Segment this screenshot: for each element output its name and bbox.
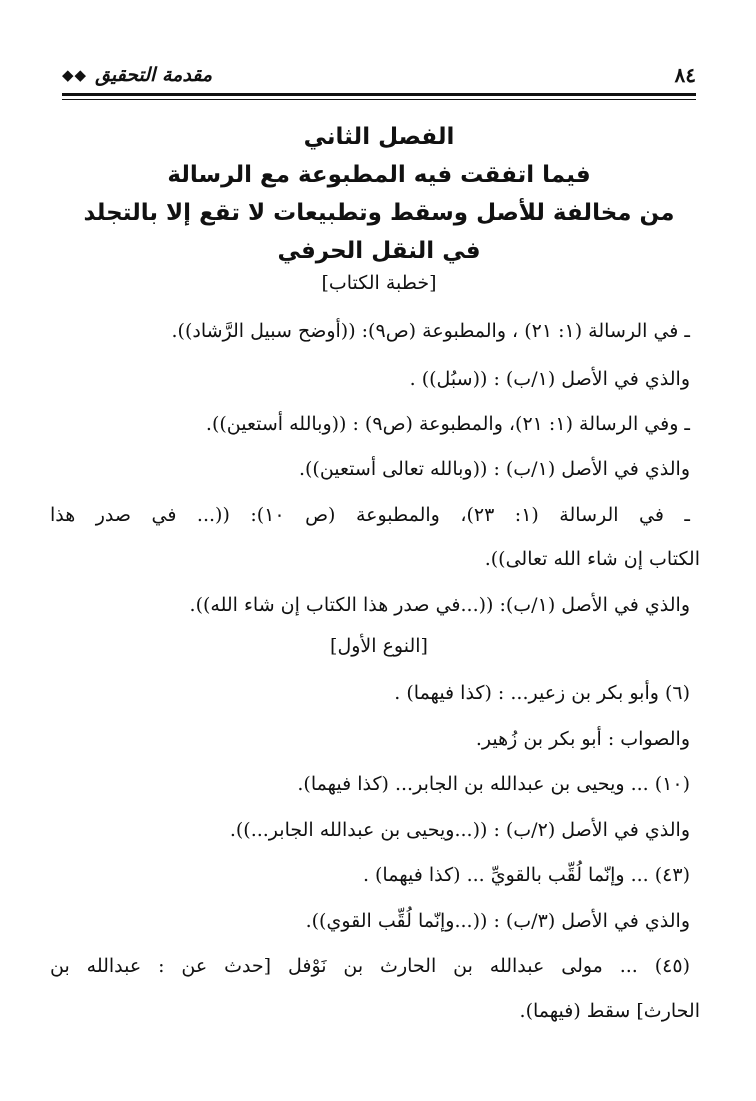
chapter-subtitle-3: في النقل الحرفي bbox=[277, 238, 481, 264]
section-heading-khutba: [خطبة الكتاب] bbox=[321, 272, 437, 294]
chapter-subtitle-2: من مخالفة للأصل وسقط وتطبيعات لا تقع إلا بالتجلد bbox=[83, 200, 675, 226]
text-line: والذي في الأصل (٣/ب) : ((...وإنّما لُقِّب القوي)). bbox=[305, 910, 690, 932]
text-line: والذي في الأصل (١/ب) : ((سبُل)) . bbox=[409, 368, 690, 390]
running-title-text: مقدمة التحقيق bbox=[95, 64, 213, 86]
chapter-heading bbox=[62, 118, 696, 270]
text-line: والذي في الأصل (١/ب) : ((وبالله تعالى أستعين)). bbox=[298, 458, 690, 480]
text-line: والذي في الأصل (١/ب): ((...في صدر هذا الكتاب إن شاء الله)). bbox=[189, 594, 690, 616]
text-line: ـ في الرسالة (١: ٢١) ، والمطبوعة (ص٩): ((أوضح سبيل الرَّشاد)). bbox=[171, 320, 690, 342]
text-line: (٤٣) ... وإنّما لُقِّب بالقويِّ ... (كذا فيهما) . bbox=[362, 864, 690, 886]
page-number: ٨٤ bbox=[674, 63, 696, 87]
text-line: (٦) وأبو بكر بن زعير... : (كذا فيهما) . bbox=[394, 682, 690, 704]
header-rule-thin bbox=[62, 99, 696, 100]
diamond-ornament-icon: ◆◆ bbox=[62, 66, 88, 84]
text-line: ـ في الرسالة (١: ٢٣)، والمطبوعة (ص ١٠): ((... في صدر هذا bbox=[50, 504, 690, 526]
text-line: الحارث] سقط (فيهما). bbox=[519, 1000, 700, 1022]
text-line: (٤٥) ... مولى عبدالله بن الحارث بن نَوْفل [حدث عن : عبدالله بن bbox=[50, 955, 690, 977]
running-title bbox=[62, 64, 212, 86]
section-heading-naw-awwal: [النوع الأول] bbox=[330, 635, 428, 657]
running-head bbox=[62, 58, 696, 92]
text-line: والذي في الأصل (٢/ب) : ((...ويحيى بن عبدالله الجابر...)). bbox=[229, 819, 690, 841]
text-line: ـ وفي الرسالة (١: ٢١)، والمطبوعة (ص٩) : ((وبالله أستعين)). bbox=[205, 413, 690, 435]
header-rule-thick bbox=[62, 93, 696, 96]
chapter-title: الفصل الثاني bbox=[303, 124, 455, 150]
text-line: والصواب : أبو بكر بن زُهير. bbox=[475, 728, 690, 750]
chapter-subtitle-1: فيما اتفقت فيه المطبوعة مع الرسالة bbox=[167, 162, 591, 188]
body-text-2 bbox=[50, 678, 700, 1038]
text-line: الكتاب إن شاء الله تعالى)). bbox=[484, 548, 700, 570]
text-line: (١٠) ... ويحيى بن عبدالله بن الجابر... (كذا فيهما). bbox=[297, 773, 690, 795]
